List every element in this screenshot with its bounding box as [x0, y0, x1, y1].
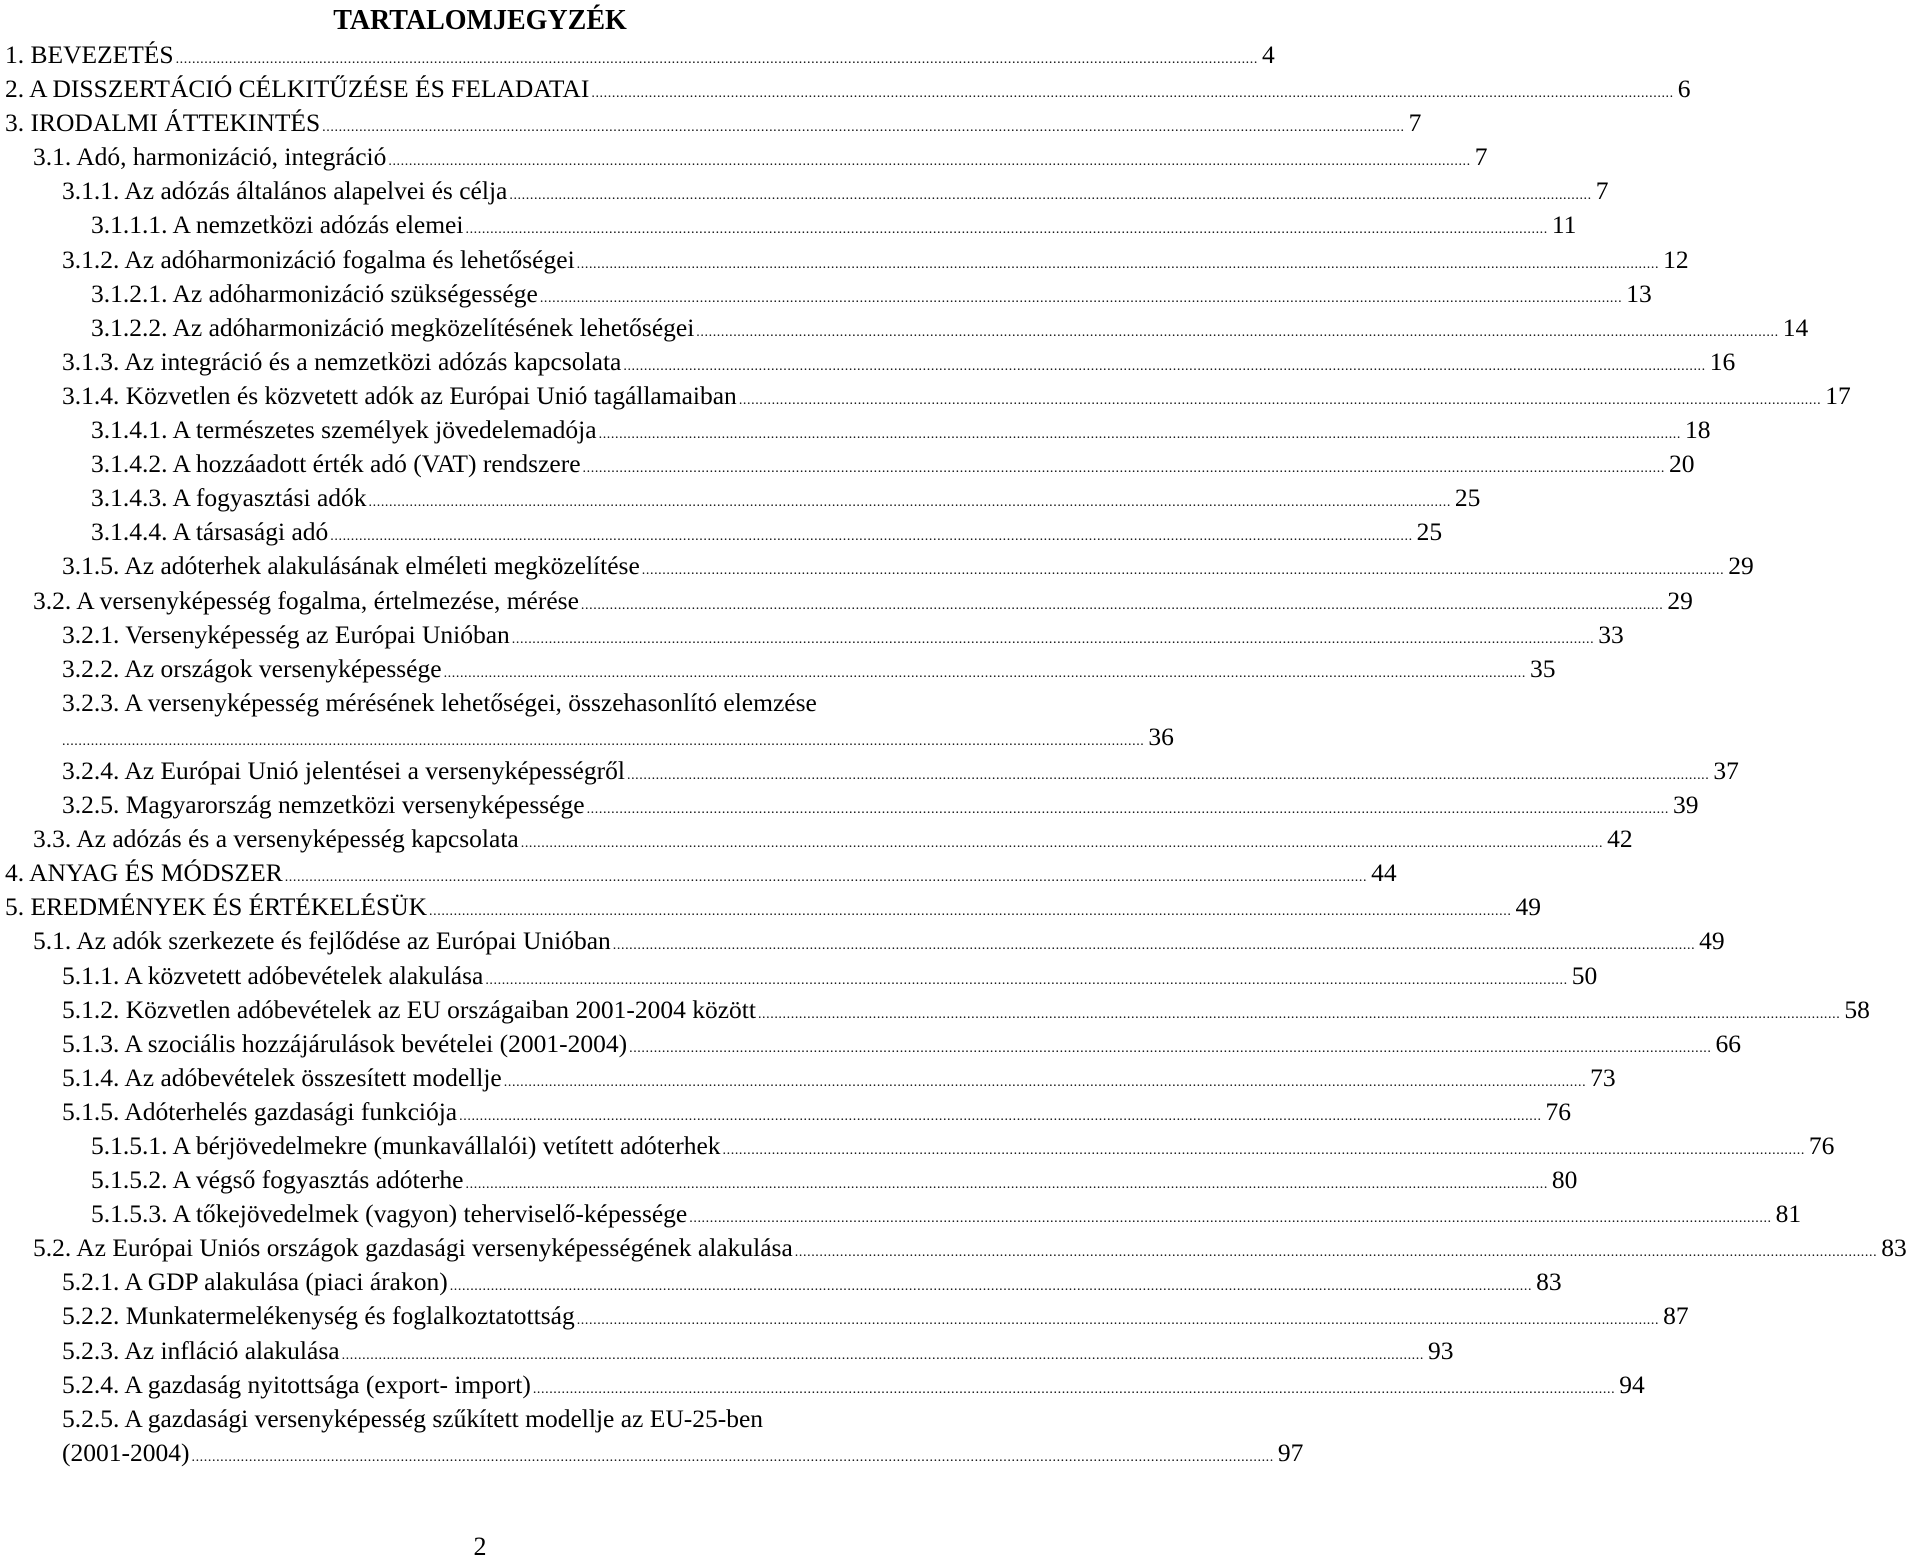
toc-entry-page: 12: [1663, 244, 1689, 274]
toc-leader-dots: ........................................................................................................................................................................................................................................................................: [738, 392, 1822, 408]
toc-entry-label: 5.1.2. Közvetlen adóbevételek az EU országaiban 2001-2004 között: [62, 994, 756, 1024]
toc-entry-label: 5.1. Az adók szerkezete és fejlődése az Európai Unióban: [33, 926, 611, 956]
toc-leader-dots: ........................................................................................................................................................................................................................................................................: [591, 86, 1674, 102]
toc-entry-label: 5.1.4. Az adóbevételek összesített modellje: [62, 1062, 502, 1092]
toc-entry[interactable]: [0, 345, 1736, 379]
toc-leader-dots: ........................................................................................................................................................................................................................................................................: [576, 256, 1660, 272]
toc-leader-dots: ........................................................................................................................................................................................................................................................................: [175, 52, 1258, 67]
toc-leader-dots: ........................................................................................................................................................................................................................................................................: [368, 495, 1451, 511]
toc-entry[interactable]: [0, 1197, 1802, 1231]
toc-entry[interactable]: [0, 1402, 960, 1436]
toc-entry-page: 87: [1663, 1301, 1689, 1331]
toc-entry-label: 3.1.2.2. Az adóharmonizáció megközelítésének lehetőségei: [91, 312, 695, 342]
toc-entry[interactable]: [0, 208, 1577, 242]
toc-entry-page: 11: [1551, 210, 1577, 240]
toc-leader-dots: ........................................................................................................................................................................................................................................................................: [612, 938, 1696, 954]
toc-entry[interactable]: [0, 856, 1397, 890]
toc-leader-dots: ........................................................................................................................................................................................................................................................................: [757, 1006, 1841, 1022]
toc-entry[interactable]: [0, 924, 1725, 958]
toc-entry-label: 3.1.4.2. A hozzáadott érték adó (VAT) rendszere: [91, 449, 581, 479]
toc-leader-dots: ........................................................................................................................................................................................................................................................................: [722, 1143, 1805, 1158]
toc-entry-page: 83: [1881, 1233, 1907, 1263]
toc-entry-page: 44: [1371, 858, 1397, 888]
toc-entry-label: 5.1.5.2. A végső fogyasztás adóterhe: [91, 1165, 464, 1195]
toc-entry-page: 6: [1677, 74, 1691, 104]
toc-entry-page: 76: [1545, 1096, 1572, 1126]
toc-entry-page: 66: [1715, 1028, 1741, 1058]
toc-leader-dots: ........................................................................................................................................................................................................................................................................: [509, 188, 1592, 204]
toc-entry-label: 3.1.4.4. A társasági adó: [91, 517, 329, 547]
toc-entry-page: 4: [1261, 40, 1275, 69]
toc-leader-dots: ........................................................................................................................................................................................................................................................................: [598, 427, 1681, 443]
toc-entry-label: 3.2.1. Versenyképesség az Európai Unióban: [62, 619, 510, 649]
toc-entry-label: 3.2.2. Az országok versenyképessége: [62, 653, 442, 683]
toc-entry-label: 5.2.2. Munkatermelékenység és foglalkoztatottság: [62, 1301, 575, 1331]
toc-entry-page: 29: [1728, 551, 1754, 581]
toc-entry[interactable]: [0, 1231, 1907, 1265]
toc-entry-page: 93: [1427, 1335, 1454, 1365]
toc-entry[interactable]: [0, 515, 1443, 549]
toc-leader-dots: ........................................................................................................................................................................................................................................................................: [532, 1381, 1616, 1397]
toc-entry[interactable]: [0, 754, 1739, 788]
toc-entry-label: 3.2.4. Az Európai Unió jelentései a versenyképességről: [62, 755, 625, 785]
toc-entry-label: 5.1.5.1. A bérjövedelmekre (munkavállalói) vetített adóterhek: [91, 1131, 721, 1160]
toc-entry-label: 3.2.5. Magyarország nemzetközi versenyképessége: [62, 790, 585, 820]
toc-entry[interactable]: [0, 106, 1422, 140]
toc-entry-page: 50: [1571, 960, 1598, 990]
toc-entry-page: 25: [1454, 483, 1481, 513]
toc-entry-label: 1. BEVEZETÉS: [5, 40, 174, 69]
toc-entry[interactable]: [0, 72, 1691, 106]
toc-entry[interactable]: [0, 618, 1624, 652]
toc-leader-dots: ........................................................................................................................................................................................................................................................................: [443, 665, 1526, 681]
toc-title: TARTALOMJEGYZÉK: [333, 5, 627, 36]
toc-entry-page: 73: [1590, 1062, 1616, 1092]
toc-leader-dots: ........................................................................................................................................................................................................................................................................: [341, 1347, 1424, 1363]
toc-entry[interactable]: [0, 1436, 1304, 1470]
toc-entry-page: 49: [1699, 926, 1725, 956]
toc-entry-page: 42: [1607, 824, 1633, 854]
toc-entry-label: 3. IRODALMI ÁTTEKINTÉS: [5, 108, 321, 138]
toc-entry[interactable]: [0, 652, 1556, 686]
toc-entry-label: 3.1.2.1. Az adóharmonizáció szükségessége: [91, 278, 538, 308]
toc-entry[interactable]: [0, 481, 1481, 515]
toc-entry-label: 3.1.1. Az adózás általános alapelvei és célja: [62, 176, 508, 206]
toc-entry-page: 94: [1619, 1369, 1645, 1399]
toc-entry-label: 3.1.2. Az adóharmonizáció fogalma és lehetőségei: [62, 244, 575, 274]
toc-entry[interactable]: [0, 243, 1689, 277]
toc-entry[interactable]: [0, 1061, 1616, 1095]
toc-leader-dots: ........................................................................................................................................................................................................................................................................: [322, 120, 1405, 136]
toc-entry-page: 14: [1782, 312, 1809, 342]
toc-entry[interactable]: [0, 311, 1809, 345]
toc-leader-dots: ........................................................................................................................................................................................................................................................................: [576, 1313, 1660, 1329]
toc-entry-page: 29: [1667, 585, 1693, 615]
toc-entry-label: 3.1.1.1. A nemzetközi adózás elemei: [91, 210, 464, 240]
toc-entry-label: 3.1.5. Az adóterhek alakulásának elméleti megközelítése: [62, 551, 640, 581]
toc-entry-label: 3.1. Adó, harmonizáció, integráció: [33, 142, 387, 172]
toc-entry-page: 18: [1685, 415, 1711, 445]
toc-entry-page: 81: [1775, 1199, 1802, 1229]
toc-entry-label: (2001-2004): [62, 1437, 190, 1467]
toc-leader-dots: ........................................................................................................................................................................................................................................................................: [586, 802, 1669, 818]
toc-entry-page: 83: [1536, 1267, 1562, 1297]
toc-entry-page: 7: [1595, 176, 1609, 206]
toc-entry[interactable]: [0, 38, 1275, 72]
toc-leader-dots: ........................................................................................................................................................................................................................................................................: [582, 461, 1665, 477]
toc-entry-label: 5.1.3. A szociális hozzájárulások bevételei (2001-2004): [62, 1028, 628, 1058]
toc-entry[interactable]: [0, 1163, 1578, 1197]
toc-entry[interactable]: [0, 584, 1693, 618]
toc-entry[interactable]: [0, 1299, 1689, 1333]
toc-leader-dots: ........................................................................................................................................................................................................................................................................: [641, 563, 1725, 579]
toc-leader-dots: ........................................................................................................................................................................................................................................................................: [330, 529, 1413, 545]
toc-entry[interactable]: [0, 1095, 1572, 1129]
toc-entry-page: 33: [1598, 619, 1624, 649]
toc-leader-dots: ........................................................................................................................................................................................................................................................................: [284, 870, 1368, 886]
toc-leader-dots: ........................................................................................................................................................................................................................................................................: [388, 154, 1471, 170]
toc-leader-dots: ........................................................................................................................................................................................................................................................................: [459, 1108, 1542, 1124]
toc-entry-page: 25: [1416, 517, 1443, 547]
toc-entry-page: 7: [1474, 142, 1488, 172]
toc-entry-label: 5.2.3. Az infláció alakulása: [62, 1335, 340, 1365]
toc-entry-page: 76: [1808, 1131, 1835, 1160]
toc-entry-label: 5.1.5. Adóterhelés gazdasági funkciója: [62, 1096, 458, 1126]
toc-entry-page: 36: [1148, 721, 1174, 751]
toc-leader-dots: ........................................................................................................................................................................................................................................................................: [465, 222, 1548, 238]
toc-entry[interactable]: [0, 549, 1754, 583]
toc-entry-label: 3.1.4.1. A természetes személyek jövedelemadója: [91, 415, 597, 445]
toc-entry-label: 3.1.4. Közvetlen és közvetett adók az Európai Unió tagállamaiban: [62, 380, 737, 410]
toc-leader-dots: ........................................................................................................................................................................................................................................................................: [539, 290, 1623, 306]
toc-entry-label: 5.2.4. A gazdaság nyitottsága (export- import): [62, 1369, 531, 1399]
toc-entry[interactable]: [0, 379, 1851, 413]
toc-entry-page: 16: [1709, 346, 1736, 376]
toc-entry[interactable]: [0, 822, 1633, 856]
toc-entry[interactable]: [0, 959, 1598, 993]
toc-entry[interactable]: [0, 447, 1695, 481]
toc-entry-page: 13: [1626, 278, 1652, 308]
toc-entry-page: 39: [1672, 790, 1699, 820]
toc-leader-dots: ........................................................................................................................................................................................................................................................................: [62, 733, 1145, 749]
toc-entry-label: 3.2.3. A versenyképesség mérésének lehetőségei, összehasonlító elemzése: [62, 687, 817, 717]
toc-leader-dots: ........................................................................................................................................................................................................................................................................: [429, 904, 1512, 920]
toc-entry-page: 80: [1551, 1165, 1578, 1195]
toc-leader-dots: ........................................................................................................................................................................................................................................................................: [629, 1040, 1712, 1056]
toc-entry[interactable]: [0, 890, 1541, 924]
toc-entry[interactable]: [0, 1368, 1645, 1402]
toc-entry-label: 2. A DISSZERTÁCIÓ CÉLKITŰZÉSE ÉS FELADATAI: [5, 74, 590, 104]
toc-entry-label: 5.1.1. A közvetett adóbevételek alakulása: [62, 960, 484, 990]
toc-entry[interactable]: [0, 277, 1652, 311]
toc-entry[interactable]: [0, 1027, 1741, 1061]
toc-leader-dots: ........................................................................................................................................................................................................................................................................: [689, 1211, 1772, 1227]
toc-entry[interactable]: [0, 788, 1699, 822]
toc-leader-dots: ........................................................................................................................................................................................................................................................................: [191, 1449, 1274, 1465]
toc-entry[interactable]: [0, 1129, 1835, 1163]
toc-leader-dots: ........................................................................................................................................................................................................................................................................: [580, 597, 1664, 613]
toc-entry-label: 5.2. Az Európai Uniós országok gazdasági versenyképességének alakulása: [33, 1233, 793, 1263]
toc-leader-dots: ........................................................................................................................................................................................................................................................................: [626, 767, 1710, 783]
toc-entry-page: 58: [1844, 994, 1870, 1024]
toc-leader-dots: ........................................................................................................................................................................................................................................................................: [794, 1245, 1878, 1261]
toc-entry-page: 49: [1515, 892, 1541, 922]
toc-entry[interactable]: [0, 993, 1870, 1027]
toc-entry-label: 3.2. A versenyképesség fogalma, értelmezése, mérése: [33, 585, 579, 615]
toc-entry-label: 3.1.4.3. A fogyasztási adók: [91, 483, 367, 513]
toc-leader-dots: ........................................................................................................................................................................................................................................................................: [485, 972, 1568, 988]
toc-entry[interactable]: [0, 1265, 1562, 1299]
toc-entry[interactable]: [0, 174, 1609, 208]
toc-entry-label: 5.2.5. A gazdasági versenyképesség szűkített modellje az EU-25-ben: [62, 1403, 764, 1433]
toc-entry[interactable]: [0, 140, 1488, 174]
toc-entry-page: 37: [1713, 755, 1739, 785]
toc-entry-page: 7: [1408, 108, 1422, 138]
toc-entry-page: 17: [1825, 380, 1851, 410]
toc-entry[interactable]: [0, 686, 960, 720]
toc-entry-page: 20: [1668, 449, 1695, 479]
toc-leader-dots: ........................................................................................................................................................................................................................................................................: [449, 1279, 1533, 1295]
toc-leader-dots: ........................................................................................................................................................................................................................................................................: [511, 631, 1595, 647]
toc-leader-dots: ........................................................................................................................................................................................................................................................................: [503, 1074, 1587, 1090]
toc-entry-label: 5. EREDMÉNYEK ÉS ÉRTÉKELÉSÜK: [5, 892, 428, 922]
toc-entry-page: 35: [1529, 653, 1556, 683]
toc-entry[interactable]: [0, 1334, 1454, 1368]
toc-entry[interactable]: [0, 413, 1711, 447]
toc-entry-page: 97: [1277, 1437, 1304, 1467]
page-number: 2: [473, 1532, 487, 1561]
toc-leader-dots: ........................................................................................................................................................................................................................................................................: [520, 836, 1604, 852]
toc-entry[interactable]: [0, 720, 1174, 754]
toc-entry-label: 3.1.3. Az integráció és a nemzetközi adózás kapcsolata: [62, 346, 622, 376]
toc-leader-dots: ........................................................................................................................................................................................................................................................................: [465, 1177, 1548, 1193]
toc-leader-dots: ........................................................................................................................................................................................................................................................................: [696, 324, 1779, 340]
toc-entry-label: 5.1.5.3. A tőkejövedelmek (vagyon) teherviselő-képessége: [91, 1199, 688, 1229]
toc-entry-label: 5.2.1. A GDP alakulása (piaci árakon): [62, 1267, 448, 1297]
toc-entry-label: 4. ANYAG ÉS MÓDSZER: [5, 858, 283, 888]
toc-leader-dots: ........................................................................................................................................................................................................................................................................: [623, 358, 1706, 374]
table-of-contents: [0, 38, 1907, 1470]
toc-entry-label: 3.3. Az adózás és a versenyképesség kapcsolata: [33, 824, 519, 854]
